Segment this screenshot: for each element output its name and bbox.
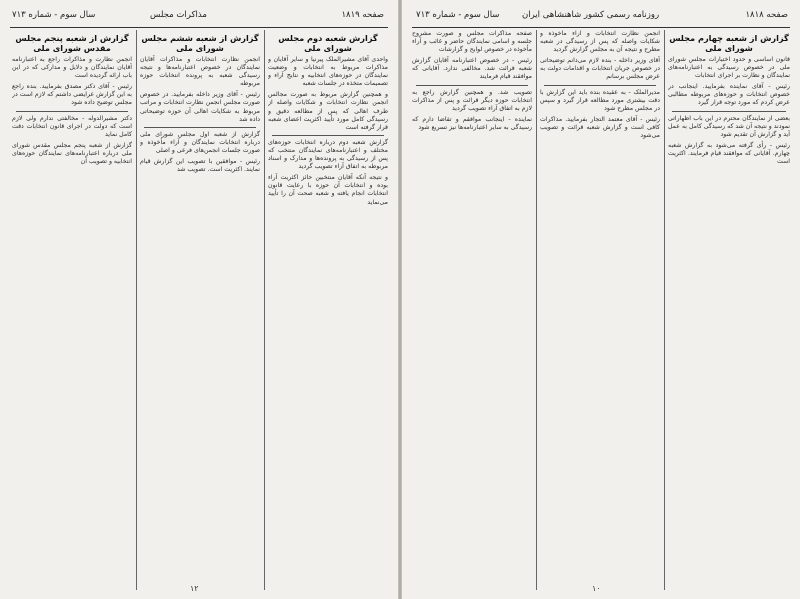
paragraph: رئیس - در خصوص اعتبارنامه آقایان گزارش شعبه قرائت شد. مخالفی ندارد. آقایانی که موافقند قیام فرمایند bbox=[412, 57, 532, 81]
paragraph: تصویب شد. و همچنین گزارش راجع به انتخابات حوزه دیگر قرائت و پس از مذاکرات لازم به اتفاق آراء تصویب گردید bbox=[412, 88, 532, 112]
paragraph: قانون اساسی و حدود اختیارات مجلس شورای ملی در خصوص رسیدگی به اعتبارنامه‌های نمایندگان و نظارت بر اجرای انتخابات bbox=[668, 56, 790, 80]
section-heading: گزارش شعبه دوم مجلس شورای ملی bbox=[278, 33, 378, 53]
paragraph: رئیس - آقای معتمد التجار بفرمایید. مذاکرات کافی است و گزارش شعبه قرائت و تصویب می‌شود bbox=[540, 115, 660, 140]
paragraph: رئیس - موافقین با تصویب این گزارش قیام نمایند. اکثریت است. تصویب شد bbox=[140, 158, 260, 174]
paragraph: رئیس - آقای دکتر مصدق بفرمایید. بنده راجع به این گزارش عرایضی داشتم که لازم است در مجلس توضیح داده شود bbox=[12, 83, 132, 107]
paragraph: گزارش شعبه دوم درباره انتخابات حوزه‌های مختلف و اعتبارنامه‌های نمایندگان منتخب که پس از رسیدگی به پرونده‌ها و مدارک و اسناد مربوطه به اتفاق آراء تصویب گردید bbox=[268, 138, 388, 171]
paragraph: انجمن نظارت انتخابات و آراء مأخوذه و شکایات واصله که پس از رسیدگی در شعبه مطرح و نتیجه آن به مجلس گزارش گردید bbox=[540, 30, 660, 54]
column bbox=[412, 30, 532, 590]
section-heading: گزارش از شعبه ششم مجلس شورای ملی bbox=[141, 33, 259, 53]
divider bbox=[544, 85, 656, 86]
paragraph: رئیس - آقای وزیر داخله بفرمایید. در خصوص صورت مجلس انجمن نظارت انتخابات و مراتب مربوط به شکایات اهالی آن حوزه توضیحاتی داده شد bbox=[140, 91, 260, 123]
issue-label: سال سوم - شماره ۷۱۳ bbox=[416, 10, 500, 20]
right-page bbox=[402, 0, 800, 599]
column bbox=[140, 30, 260, 590]
column bbox=[12, 30, 132, 590]
paragraph: صفحه مذاکرات مجلس و صورت مشروح جلسه و اسامی نمایندگان حاضر و غائب و آراء مأخوذه در خصوص لوایح و گزارشات bbox=[412, 30, 532, 54]
paragraph: مدیرالملک - به عقیده بنده باید این گزارش با دقت بیشتری مورد مطالعه قرار گیرد و سپس در مجلس مطرح شود bbox=[540, 88, 660, 112]
column bbox=[668, 30, 790, 590]
divider bbox=[672, 111, 786, 112]
header-rule bbox=[10, 27, 388, 28]
paragraph: رئیس - آقای نماینده بفرمایید. اینجانب در خصوص انتخابات و حوزه‌های مربوطه مطالبی عرض کردم که مورد توجه قرار گیرد bbox=[668, 83, 790, 107]
page-footer-number: ۱۰ bbox=[592, 584, 601, 593]
paragraph: آقای وزیر داخله - بنده لازم می‌دانم توضیحاتی در خصوص جریان انتخابات و اقدامات دولت به عرض مجلس برسانم bbox=[540, 57, 660, 81]
paragraph: انجمن نظارت انتخابات و مذاکرات آقایان نمایندگان در خصوص اعتبارنامه‌ها و نتیجه رسیدگی شعبه به پرونده انتخابات حوزه مربوطه bbox=[140, 56, 260, 88]
paragraph: و نتیجه آنکه آقایان منتخبین حائز اکثریت آراء بوده و انتخابات آن حوزه با رعایت قانون انتخابات انجام یافته و شعبه صحت آن را تأیید می‌نماید bbox=[268, 174, 388, 206]
column bbox=[268, 30, 388, 590]
divider bbox=[416, 85, 528, 86]
running-title: روزنامه رسمی کشور شاهنشاهی ایران bbox=[522, 10, 660, 20]
paragraph: انجمن نظارت و مذاکرات راجع به اعتبارنامه آقایان نمایندگان و دلایل و مدارکی که در این باب ارائه گردیده است bbox=[12, 56, 132, 80]
section-heading: گزارش از شعبه پنجم مجلس مقدس شورای ملی bbox=[15, 33, 129, 53]
column-rule bbox=[536, 30, 537, 590]
issue-label: سال سوم - شماره ۷۱۳ bbox=[12, 10, 96, 20]
divider bbox=[144, 127, 256, 128]
column-rule bbox=[664, 30, 665, 590]
page-footer-number: ۱۲ bbox=[190, 584, 199, 593]
paragraph: گزارش از شعبه اول مجلس شورای ملی درباره انتخابات نمایندگان و آراء مأخوذه و صورت جلسات انجمن‌های فرعی و اصلی bbox=[140, 130, 260, 154]
paragraph: بعضی از نمایندگان محترم در این باب اظهاراتی نمودند و نتیجه آن شد که رسیدگی کامل به عمل آید و گزارش آن تقدیم شود bbox=[668, 114, 790, 138]
running-title: مذاکرات مجلس bbox=[150, 10, 207, 20]
column bbox=[540, 30, 660, 590]
paragraph: گزارش از شعبه پنجم مجلس مقدس شورای ملی درباره اعتبارنامه‌های نمایندگان حوزه‌های انتخابیه و تصویب آن bbox=[12, 141, 132, 166]
divider bbox=[272, 135, 384, 136]
header-rule bbox=[412, 27, 790, 28]
paragraph: رئیس - رأی گرفته می‌شود به گزارش شعبه چهارم. آقایانی که موافقند قیام فرمایند. اکثریت است bbox=[668, 141, 790, 166]
paragraph: دکتر مشیرالدوله - مخالفتی ندارم ولی لازم است که دولت در اجرای قانون انتخابات دقت کامل نماید bbox=[12, 114, 132, 138]
column-rule bbox=[136, 30, 137, 590]
paragraph: و همچنین گزارش مربوط به صورت مجالس انجمن نظارت انتخابات و شکایات واصله از طرف اهالی که پس از مطالعه دقیق و رسیدگی کامل مورد تأیید اکثریت اعضای شعبه قرار گرفته است bbox=[268, 91, 388, 131]
left-page bbox=[0, 0, 398, 599]
page-number: صفحه ۱۸۱۸ bbox=[745, 10, 788, 20]
page-number: صفحه ۱۸۱۹ bbox=[341, 10, 384, 20]
column-rule bbox=[264, 30, 265, 590]
paragraph: نماینده - اینجانب موافقم و تقاضا دارم که رسیدگی به سایر اعتبارنامه‌ها نیز تسریع شود bbox=[412, 115, 532, 131]
section-heading: گزارش از شعبه چهارم مجلس شورای ملی bbox=[669, 33, 789, 53]
divider bbox=[16, 111, 128, 112]
paragraph: واحدی آقای مشیرالملک پیرنیا و سایر آقایان و مذاکرات مربوط به انتخابات و وضعیت نمایندگان در حوزه‌های انتخابیه و نتایج آراء و تصمیمات متخذه در جلسات شعبه bbox=[268, 56, 388, 88]
